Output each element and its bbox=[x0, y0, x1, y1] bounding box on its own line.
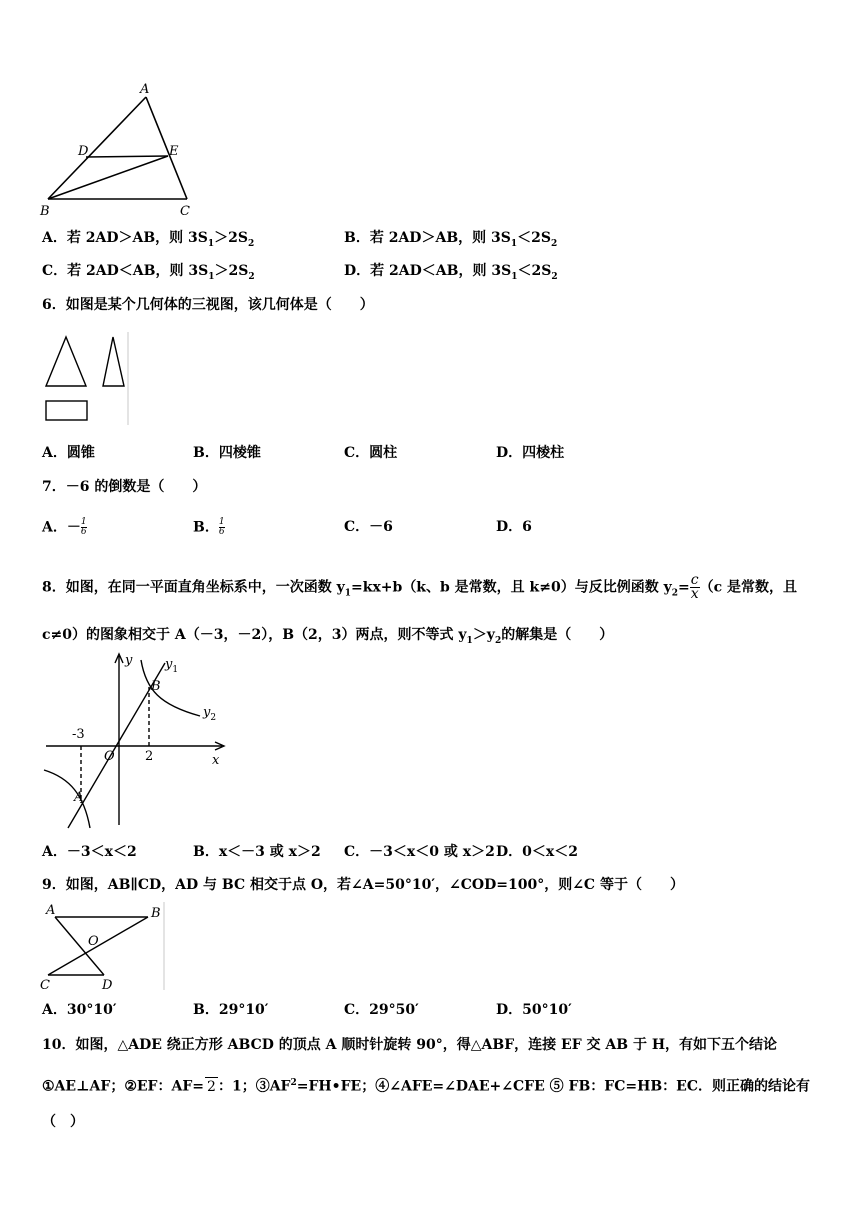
q8-curve-y2-label: $y_2$ bbox=[203, 705, 217, 723]
q7-stem: 7．－6 的倒数是（ ） bbox=[42, 479, 207, 495]
q9-option-b: B．29°10′ bbox=[193, 1002, 269, 1018]
q8-stem-line2: c≠0）的图象相交于 A（－3，－2），B（2，3）两点，则不等式 $y_1>y_2$的解集是（ ） bbox=[42, 627, 614, 646]
q9-label-O: O bbox=[88, 934, 99, 949]
q7-option-b: B． $\frac{1}{6}$ bbox=[193, 517, 225, 537]
q8-point-a-label: A bbox=[74, 790, 84, 805]
q8-stem-line1: 8．如图，在同一平面直角坐标系中，一次函数 $y_1=kx+b(k$、b 是常数，且 k≠0）与反比例函数 $y_2=$ $\frac{c}{x}$ （c 是常数，且 bbox=[42, 572, 797, 602]
q5-label-B: B bbox=[40, 204, 50, 219]
q8-tick-2: 2 bbox=[145, 749, 154, 764]
q8-axis-x-label: x bbox=[212, 753, 220, 768]
q8-origin-label: O bbox=[104, 749, 115, 764]
q6-option-b: B．四棱锥 bbox=[193, 445, 261, 461]
q7-option-d: D．6 bbox=[496, 519, 532, 535]
q6-option-d: D．四棱柱 bbox=[496, 445, 565, 461]
q9-stem: 9．如图，AB∥CD，AD 与 BC 相交于点 O，若∠A=50°10′，∠COD=100°，则∠C 等于（ ） bbox=[42, 877, 684, 893]
q5-option-b: B．若 2AD＞AB，则 $3S_1<2S_2$ bbox=[344, 230, 558, 249]
q10-answer-bracket: （ ） bbox=[42, 1114, 84, 1130]
q8-curve-y1-label: $y_1$ bbox=[165, 657, 179, 675]
q8-option-b: B．x＜－3 或 x＞2 bbox=[193, 844, 321, 860]
q6-option-a: A．圆锥 bbox=[42, 445, 95, 461]
q8-option-c: C．－3＜x＜0 或 x＞2 bbox=[344, 844, 495, 860]
q9-label-D: D bbox=[102, 978, 113, 993]
q5-option-c: C．若 2AD＜AB，则 $3S_1>2S_2$ bbox=[42, 263, 255, 282]
q5-option-a: A．若 2AD＞AB，则 $3S_1>2S_2$ bbox=[42, 230, 255, 249]
q6-option-c: C．圆柱 bbox=[344, 445, 398, 461]
q8-axis-y-label: y bbox=[125, 653, 133, 668]
q5-option-d: D．若 2AD＜AB，则 $3S_1<2S_2$ bbox=[344, 263, 558, 282]
q5-label-C: C bbox=[180, 204, 190, 219]
q9-label-C: C bbox=[40, 978, 50, 993]
q10-stem-line2: ①AE⊥AF；②EF：AF= 2 ：1；$③AF^2=FH•FE$；④∠AFE=∠DAE+∠CFE ⑤ FB：FC=HB：EC．则正确的结论有 bbox=[42, 1078, 810, 1095]
q9-label-A: A bbox=[46, 903, 56, 918]
q10-stem-line1: 10．如图，△ADE 绕正方形 ABCD 的顶点 A 顺时针旋转 90°，得△ABF，连接 EF 交 AB 于 H，有如下五个结论 bbox=[42, 1037, 778, 1053]
q5-label-E: E bbox=[169, 144, 179, 159]
q8-option-a: A．－3＜x＜2 bbox=[42, 844, 137, 860]
q8-point-b-label: B bbox=[151, 679, 161, 694]
q5-label-D: D bbox=[78, 144, 89, 159]
q9-option-c: C．29°50′ bbox=[344, 1002, 419, 1018]
q9-label-B: B bbox=[151, 906, 161, 921]
q6-stem: 6．如图是某个几何体的三视图，该几何体是（ ） bbox=[42, 297, 374, 313]
q7-option-c: C．－6 bbox=[344, 519, 393, 535]
q9-option-d: D．50°10′ bbox=[496, 1002, 572, 1018]
q5-label-A: A bbox=[140, 82, 150, 97]
q8-option-d: D．0＜x＜2 bbox=[496, 844, 578, 860]
q7-option-a: A．－ $\frac{1}{6}$ bbox=[42, 517, 87, 537]
q9-option-a: A．30°10′ bbox=[42, 1002, 117, 1018]
q8-tick-neg3: -3 bbox=[72, 727, 85, 742]
